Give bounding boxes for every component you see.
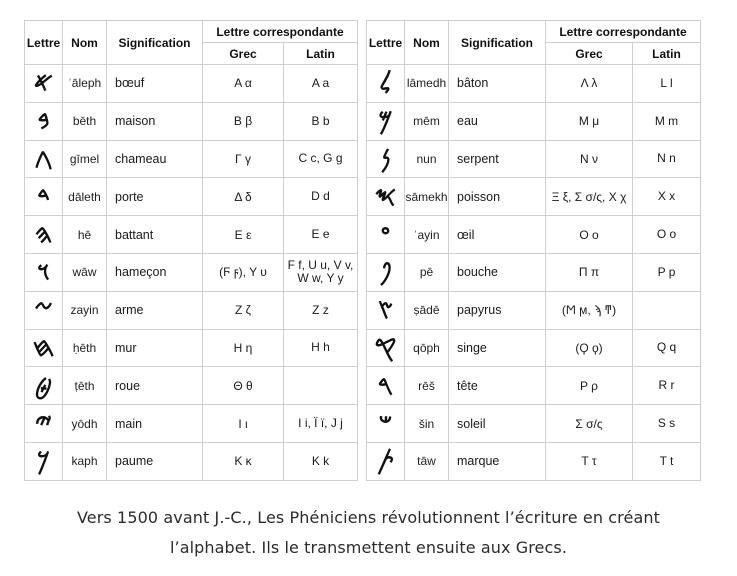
letter-meaning: eau bbox=[449, 102, 546, 140]
greek-equivalent: Π π bbox=[546, 253, 633, 291]
letter-name: hē bbox=[63, 216, 107, 254]
letter-meaning: œil bbox=[449, 216, 546, 254]
greek-equivalent: Δ δ bbox=[203, 178, 284, 216]
letter-meaning: bœuf bbox=[107, 65, 203, 103]
phoenician-letter: 𐤌 bbox=[367, 102, 405, 140]
latin-equivalent: S s bbox=[633, 405, 701, 443]
letter-name: ʾāleph bbox=[63, 65, 107, 103]
latin-equivalent: P p bbox=[633, 253, 701, 291]
header-grec: Grec bbox=[203, 43, 284, 65]
header-nom: Nom bbox=[405, 21, 449, 65]
table-row bbox=[25, 253, 358, 291]
greek-equivalent: Ν ν bbox=[546, 140, 633, 178]
phoenician-letter: 𐤆 bbox=[25, 291, 63, 329]
letter-meaning: tête bbox=[449, 367, 546, 405]
caption-line-1: Vers 1500 avant J.-C., Les Phéniciens révolutionnent l’écriture en créant bbox=[77, 508, 660, 527]
greek-equivalent: Γ γ bbox=[203, 140, 284, 178]
greek-equivalent: Ρ ρ bbox=[546, 367, 633, 405]
greek-equivalent: Λ λ bbox=[546, 65, 633, 103]
table-row bbox=[367, 291, 701, 329]
letter-meaning: bâton bbox=[449, 65, 546, 103]
letter-name: pē bbox=[405, 253, 449, 291]
letter-meaning: main bbox=[107, 405, 203, 443]
phoenician-letter: 𐤔 bbox=[367, 405, 405, 443]
greek-equivalent: Ξ ξ, Σ σ/ς, Χ χ bbox=[546, 178, 633, 216]
table-row bbox=[367, 140, 701, 178]
letter-name: dāleth bbox=[63, 178, 107, 216]
latin-equivalent: I i, Ï ï, J j bbox=[284, 405, 358, 443]
letter-name: kaph bbox=[63, 442, 107, 480]
letter-name: sāmekh bbox=[405, 178, 449, 216]
letter-meaning: maison bbox=[107, 102, 203, 140]
letter-name: gīmel bbox=[63, 140, 107, 178]
table-row bbox=[367, 442, 701, 480]
greek-equivalent: Α α bbox=[203, 65, 284, 103]
header-lettre-correspondante: Lettre correspondante bbox=[546, 21, 701, 43]
latin-equivalent: L l bbox=[633, 65, 701, 103]
letter-meaning: hameçon bbox=[107, 253, 203, 291]
greek-equivalent: (Ϝ ϝ), Υ υ bbox=[203, 253, 284, 291]
letter-meaning: chameau bbox=[107, 140, 203, 178]
letter-name: yōdh bbox=[63, 405, 107, 443]
table-row bbox=[367, 253, 701, 291]
latin-equivalent bbox=[284, 367, 358, 405]
letter-name: lāmedh bbox=[405, 65, 449, 103]
letter-name: ʿayin bbox=[405, 216, 449, 254]
phoenician-letter: 𐤑 bbox=[367, 291, 405, 329]
greek-equivalent: Ζ ζ bbox=[203, 291, 284, 329]
letter-meaning: paume bbox=[107, 442, 203, 480]
table-row bbox=[25, 140, 358, 178]
table-row bbox=[367, 178, 701, 216]
latin-equivalent: A a bbox=[284, 65, 358, 103]
latin-equivalent: K k bbox=[284, 442, 358, 480]
header-nom: Nom bbox=[63, 21, 107, 65]
letter-meaning: singe bbox=[449, 329, 546, 367]
phoenician-letter: 𐤓 bbox=[367, 367, 405, 405]
letter-meaning: arme bbox=[107, 291, 203, 329]
letter-name: nun bbox=[405, 140, 449, 178]
table-row bbox=[25, 178, 358, 216]
header-latin: Latin bbox=[284, 43, 358, 65]
letter-meaning: poisson bbox=[449, 178, 546, 216]
greek-equivalent: Τ τ bbox=[546, 442, 633, 480]
greek-equivalent: Κ κ bbox=[203, 442, 284, 480]
latin-equivalent: D d bbox=[284, 178, 358, 216]
header-latin: Latin bbox=[633, 43, 701, 65]
table-row bbox=[367, 329, 701, 367]
phoenician-letter: 𐤉 bbox=[25, 405, 63, 443]
phoenician-letter: 𐤇 bbox=[25, 329, 63, 367]
latin-equivalent: T t bbox=[633, 442, 701, 480]
letter-meaning: bouche bbox=[449, 253, 546, 291]
table-row bbox=[367, 367, 701, 405]
table-row bbox=[25, 329, 358, 367]
phoenician-letter: 𐤏 bbox=[367, 216, 405, 254]
letter-name: qōph bbox=[405, 329, 449, 367]
phoenician-letter: 𐤋 bbox=[367, 65, 405, 103]
latin-equivalent: H h bbox=[284, 329, 358, 367]
letter-meaning: marque bbox=[449, 442, 546, 480]
table-row bbox=[25, 367, 358, 405]
letter-name: rēš bbox=[405, 367, 449, 405]
caption-line-2: l’alphabet. Ils le transmettent ensuite aux Grecs. bbox=[169, 538, 568, 557]
phoenician-letter: 𐤒 bbox=[367, 329, 405, 367]
alphabet-table-left bbox=[24, 20, 358, 481]
phoenician-letter: 𐤄 bbox=[25, 216, 63, 254]
latin-equivalent: X x bbox=[633, 178, 701, 216]
greek-equivalent: Ι ι bbox=[203, 405, 284, 443]
table-row bbox=[25, 442, 358, 480]
latin-equivalent: Q q bbox=[633, 329, 701, 367]
phoenician-letter: 𐤀 bbox=[25, 65, 63, 103]
phoenician-letter: 𐤅 bbox=[25, 253, 63, 291]
phoenician-letter: 𐤃 bbox=[25, 178, 63, 216]
latin-equivalent: N n bbox=[633, 140, 701, 178]
latin-equivalent: M m bbox=[633, 102, 701, 140]
letter-meaning: soleil bbox=[449, 405, 546, 443]
phoenician-letter: 𐤊 bbox=[25, 442, 63, 480]
table-row bbox=[25, 216, 358, 254]
phoenician-letter: 𐤁 bbox=[25, 102, 63, 140]
letter-name: ṭēth bbox=[63, 367, 107, 405]
letter-name: bēth bbox=[63, 102, 107, 140]
letter-name: tāw bbox=[405, 442, 449, 480]
letter-name: wāw bbox=[63, 253, 107, 291]
latin-equivalent bbox=[633, 291, 701, 329]
table-row bbox=[367, 65, 701, 103]
table-row bbox=[367, 102, 701, 140]
greek-equivalent: (Ϙ ϙ) bbox=[546, 329, 633, 367]
latin-equivalent: E e bbox=[284, 216, 358, 254]
letter-name: ḥēth bbox=[63, 329, 107, 367]
letter-meaning: papyrus bbox=[449, 291, 546, 329]
header-grec: Grec bbox=[546, 43, 633, 65]
phoenician-letter: 𐤕 bbox=[367, 442, 405, 480]
greek-equivalent: (Ϻ ϻ, ϡ ͳ) bbox=[546, 291, 633, 329]
greek-equivalent: Σ σ/ς bbox=[546, 405, 633, 443]
latin-equivalent: O o bbox=[633, 216, 701, 254]
header-signification: Signification bbox=[107, 21, 203, 65]
table-row bbox=[25, 291, 358, 329]
greek-equivalent: Ο ο bbox=[546, 216, 633, 254]
letter-meaning: mur bbox=[107, 329, 203, 367]
phoenician-letter: 𐤍 bbox=[367, 140, 405, 178]
phoenician-letter: 𐤂 bbox=[25, 140, 63, 178]
header-lettre: Lettre bbox=[367, 21, 405, 65]
latin-equivalent: R r bbox=[633, 367, 701, 405]
phoenician-letter: 𐤈 bbox=[25, 367, 63, 405]
phoenician-letter: 𐤐 bbox=[367, 253, 405, 291]
table-row bbox=[367, 216, 701, 254]
greek-equivalent: Η η bbox=[203, 329, 284, 367]
letter-meaning: roue bbox=[107, 367, 203, 405]
table-row bbox=[367, 405, 701, 443]
letter-meaning: serpent bbox=[449, 140, 546, 178]
alphabet-table-right bbox=[366, 20, 701, 481]
greek-equivalent: Ε ε bbox=[203, 216, 284, 254]
phoenician-letter: 𐤎 bbox=[367, 178, 405, 216]
letter-name: ṣādē bbox=[405, 291, 449, 329]
greek-equivalent: Β β bbox=[203, 102, 284, 140]
latin-equivalent: B b bbox=[284, 102, 358, 140]
latin-equivalent: F f, U u, V v, W w, Y y bbox=[284, 253, 358, 291]
letter-name: šin bbox=[405, 405, 449, 443]
letter-name: zayin bbox=[63, 291, 107, 329]
latin-equivalent: C c, G g bbox=[284, 140, 358, 178]
letter-meaning: battant bbox=[107, 216, 203, 254]
table-row bbox=[25, 102, 358, 140]
greek-equivalent: Μ μ bbox=[546, 102, 633, 140]
header-signification: Signification bbox=[449, 21, 546, 65]
table-row bbox=[25, 405, 358, 443]
letter-meaning: porte bbox=[107, 178, 203, 216]
table-row bbox=[25, 65, 358, 103]
header-lettre-correspondante: Lettre correspondante bbox=[203, 21, 358, 43]
letter-name: mēm bbox=[405, 102, 449, 140]
header-lettre: Lettre bbox=[25, 21, 63, 65]
latin-equivalent: Z z bbox=[284, 291, 358, 329]
greek-equivalent: Θ θ bbox=[203, 367, 284, 405]
